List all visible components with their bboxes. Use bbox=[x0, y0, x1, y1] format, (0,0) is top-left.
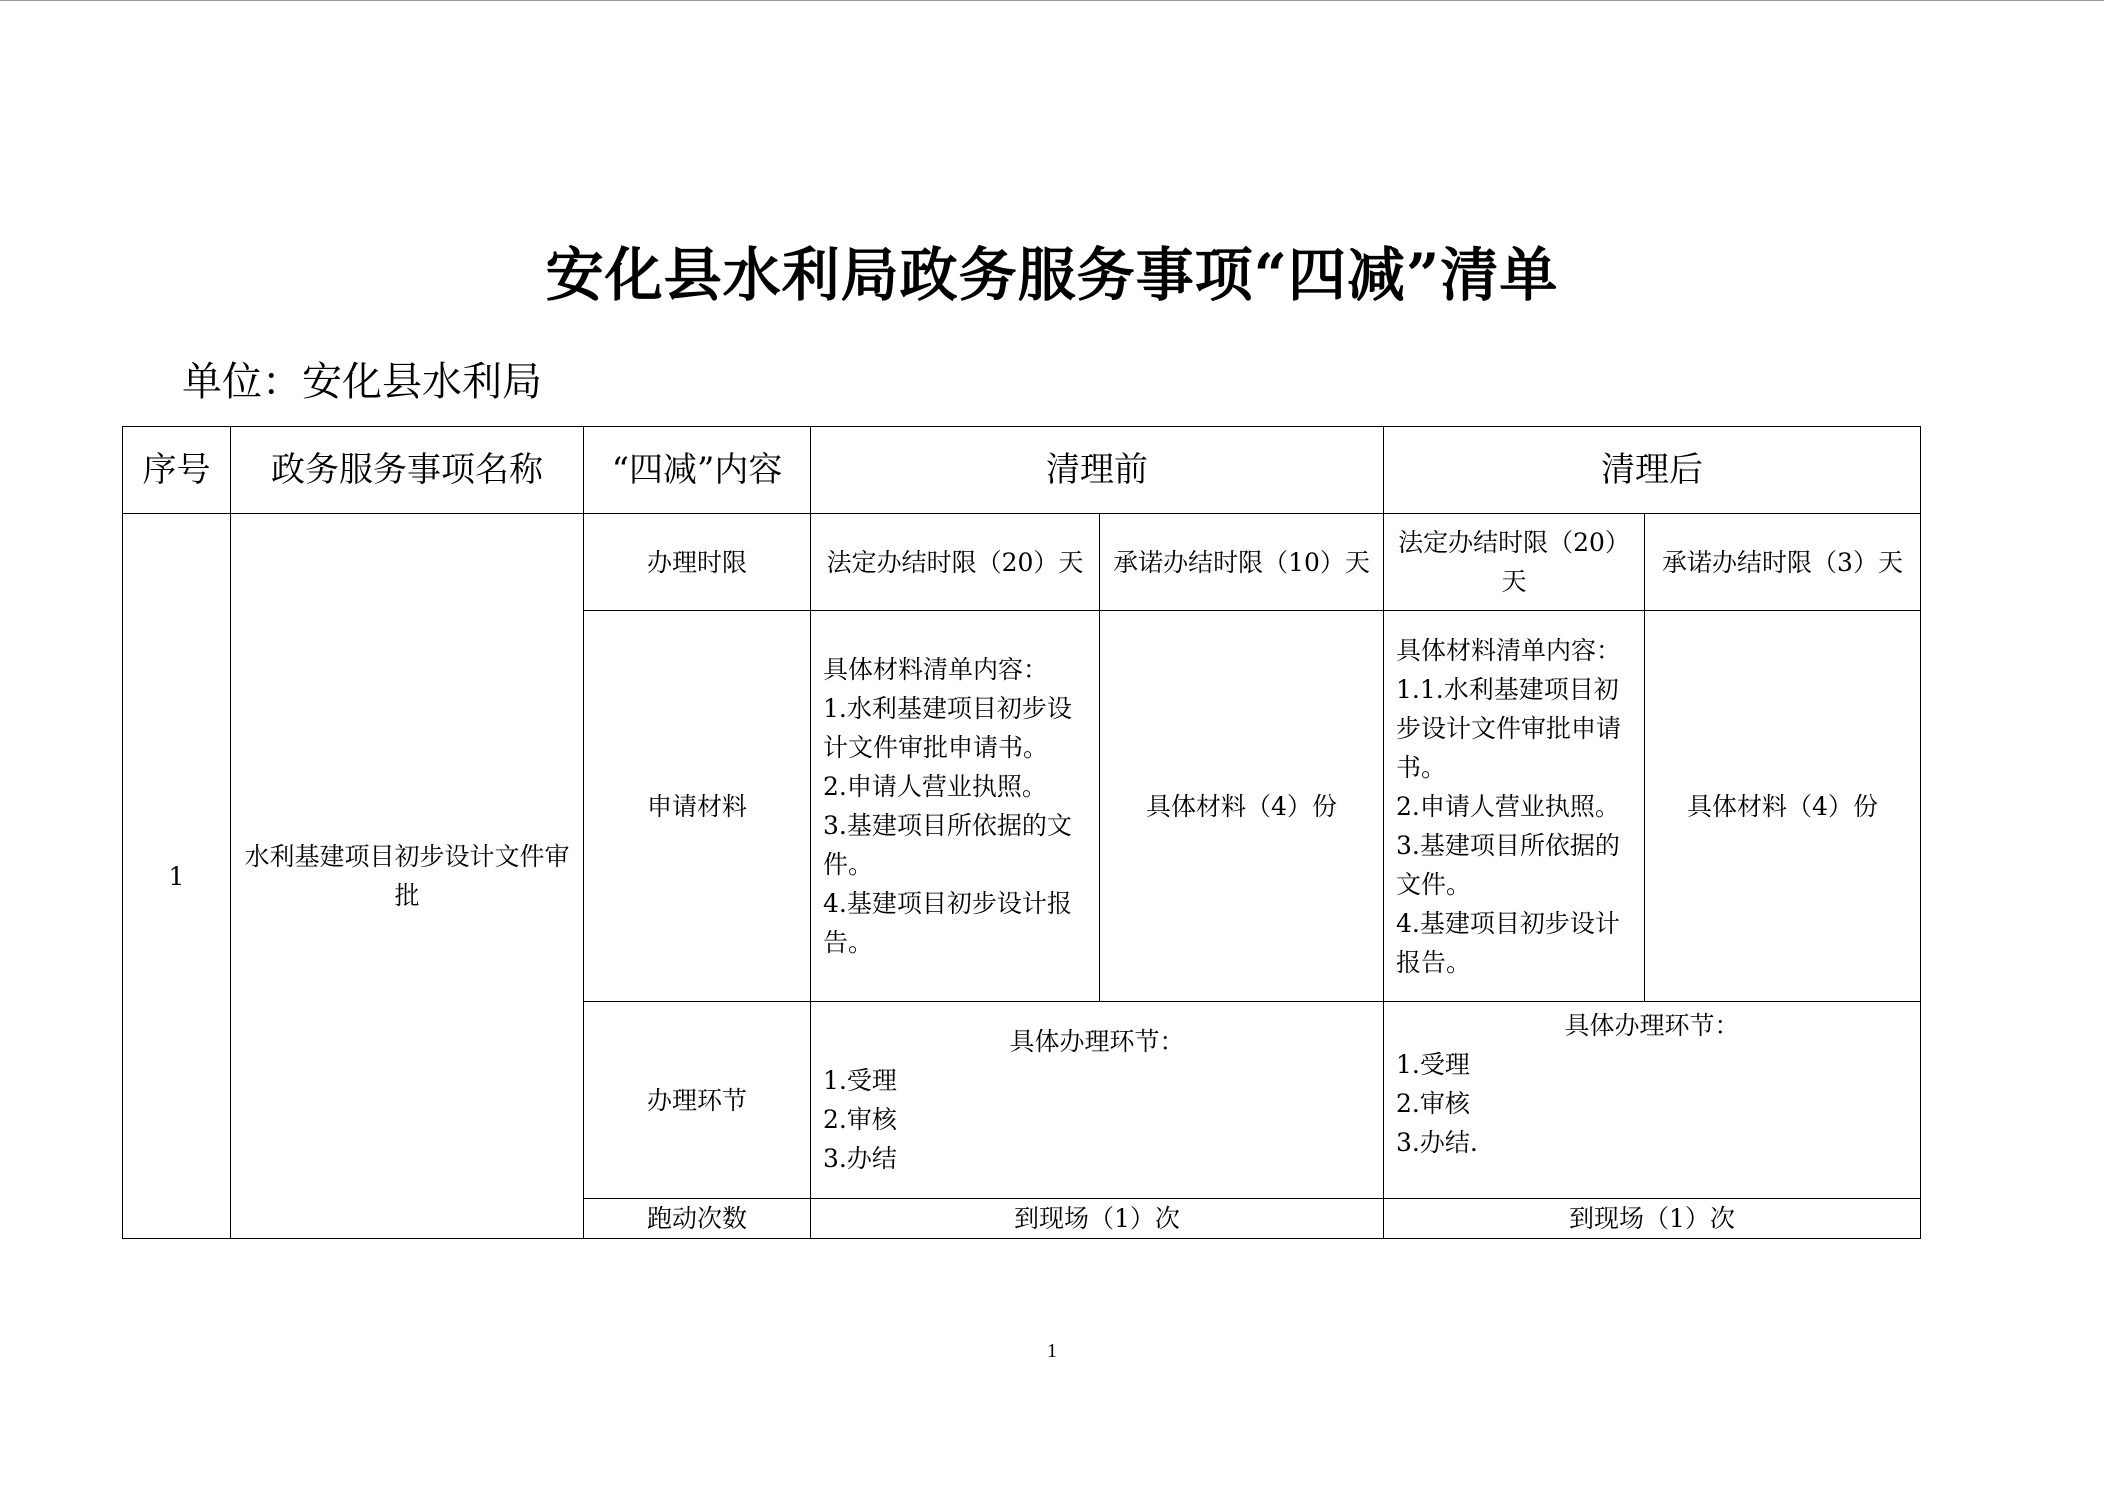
before-material-text: 具体材料清单内容： 1.水利基建项目初步设计文件审批申请书。 2.申请人营业执照。 3.基建项目所依据的文件。 4.基建项目初步设计报告。 bbox=[823, 655, 1072, 957]
after-legal-limit: 法定办结时限（20）天 bbox=[1384, 514, 1645, 611]
label-steps: 办理环节 bbox=[584, 1002, 811, 1199]
before-promise-limit: 承诺办结时限（10）天 bbox=[1100, 514, 1384, 611]
before-steps-heading: 具体办理环节： bbox=[1009, 1027, 1185, 1056]
label-materials: 申请材料 bbox=[584, 611, 811, 1002]
after-steps bbox=[1384, 1002, 1921, 1199]
document-title: 安化县水利局政务服务事项“四减”清单 bbox=[545, 241, 1559, 309]
before-steps-list: 1.受理 2.审核 3.办结 bbox=[823, 1066, 897, 1173]
unit-line bbox=[182, 350, 542, 407]
header-row bbox=[123, 427, 1921, 514]
after-promise-limit: 承诺办结时限（3）天 bbox=[1645, 514, 1921, 611]
header-before: 清理前 bbox=[811, 427, 1384, 514]
top-border-line bbox=[0, 0, 2104, 1]
before-material-list bbox=[811, 611, 1100, 1002]
after-visits: 到现场（1）次 bbox=[1384, 1199, 1921, 1239]
header-after: 清理后 bbox=[1384, 427, 1921, 514]
after-material-count: 具体材料（4）份 bbox=[1645, 611, 1921, 1002]
label-visits: 跑动次数 bbox=[584, 1199, 811, 1239]
after-material-text: 具体材料清单内容： 1.1.水利基建项目初步设计文件审批申请书。 2.申请人营业执照。 3.基建项目所依据的文件。 4.基建项目初步设计报告。 bbox=[1396, 635, 1622, 977]
page-number: 1 bbox=[1047, 1340, 1057, 1362]
header-seq: 序号 bbox=[123, 427, 231, 514]
after-steps-heading: 具体办理环节： bbox=[1564, 1011, 1740, 1040]
header-name: 政务服务事项名称 bbox=[231, 427, 584, 514]
cell-item-name: 水利基建项目初步设计文件审批 bbox=[231, 514, 584, 1239]
after-material-list bbox=[1384, 611, 1645, 1002]
row-time-limit bbox=[123, 514, 1921, 611]
after-steps-list: 1.受理 2.审核 3.办结. bbox=[1396, 1050, 1478, 1157]
before-visits: 到现场（1）次 bbox=[811, 1199, 1384, 1239]
unit-value: 安化县水利局 bbox=[302, 359, 542, 405]
unit-label: 单位： bbox=[182, 359, 302, 405]
before-material-count: 具体材料（4）份 bbox=[1100, 611, 1384, 1002]
header-content: “四减”内容 bbox=[584, 427, 811, 514]
before-legal-limit: 法定办结时限（20）天 bbox=[811, 514, 1100, 611]
service-items-table bbox=[122, 426, 1921, 1239]
cell-seq: 1 bbox=[123, 514, 231, 1239]
label-time-limit: 办理时限 bbox=[584, 514, 811, 611]
before-steps bbox=[811, 1002, 1384, 1199]
